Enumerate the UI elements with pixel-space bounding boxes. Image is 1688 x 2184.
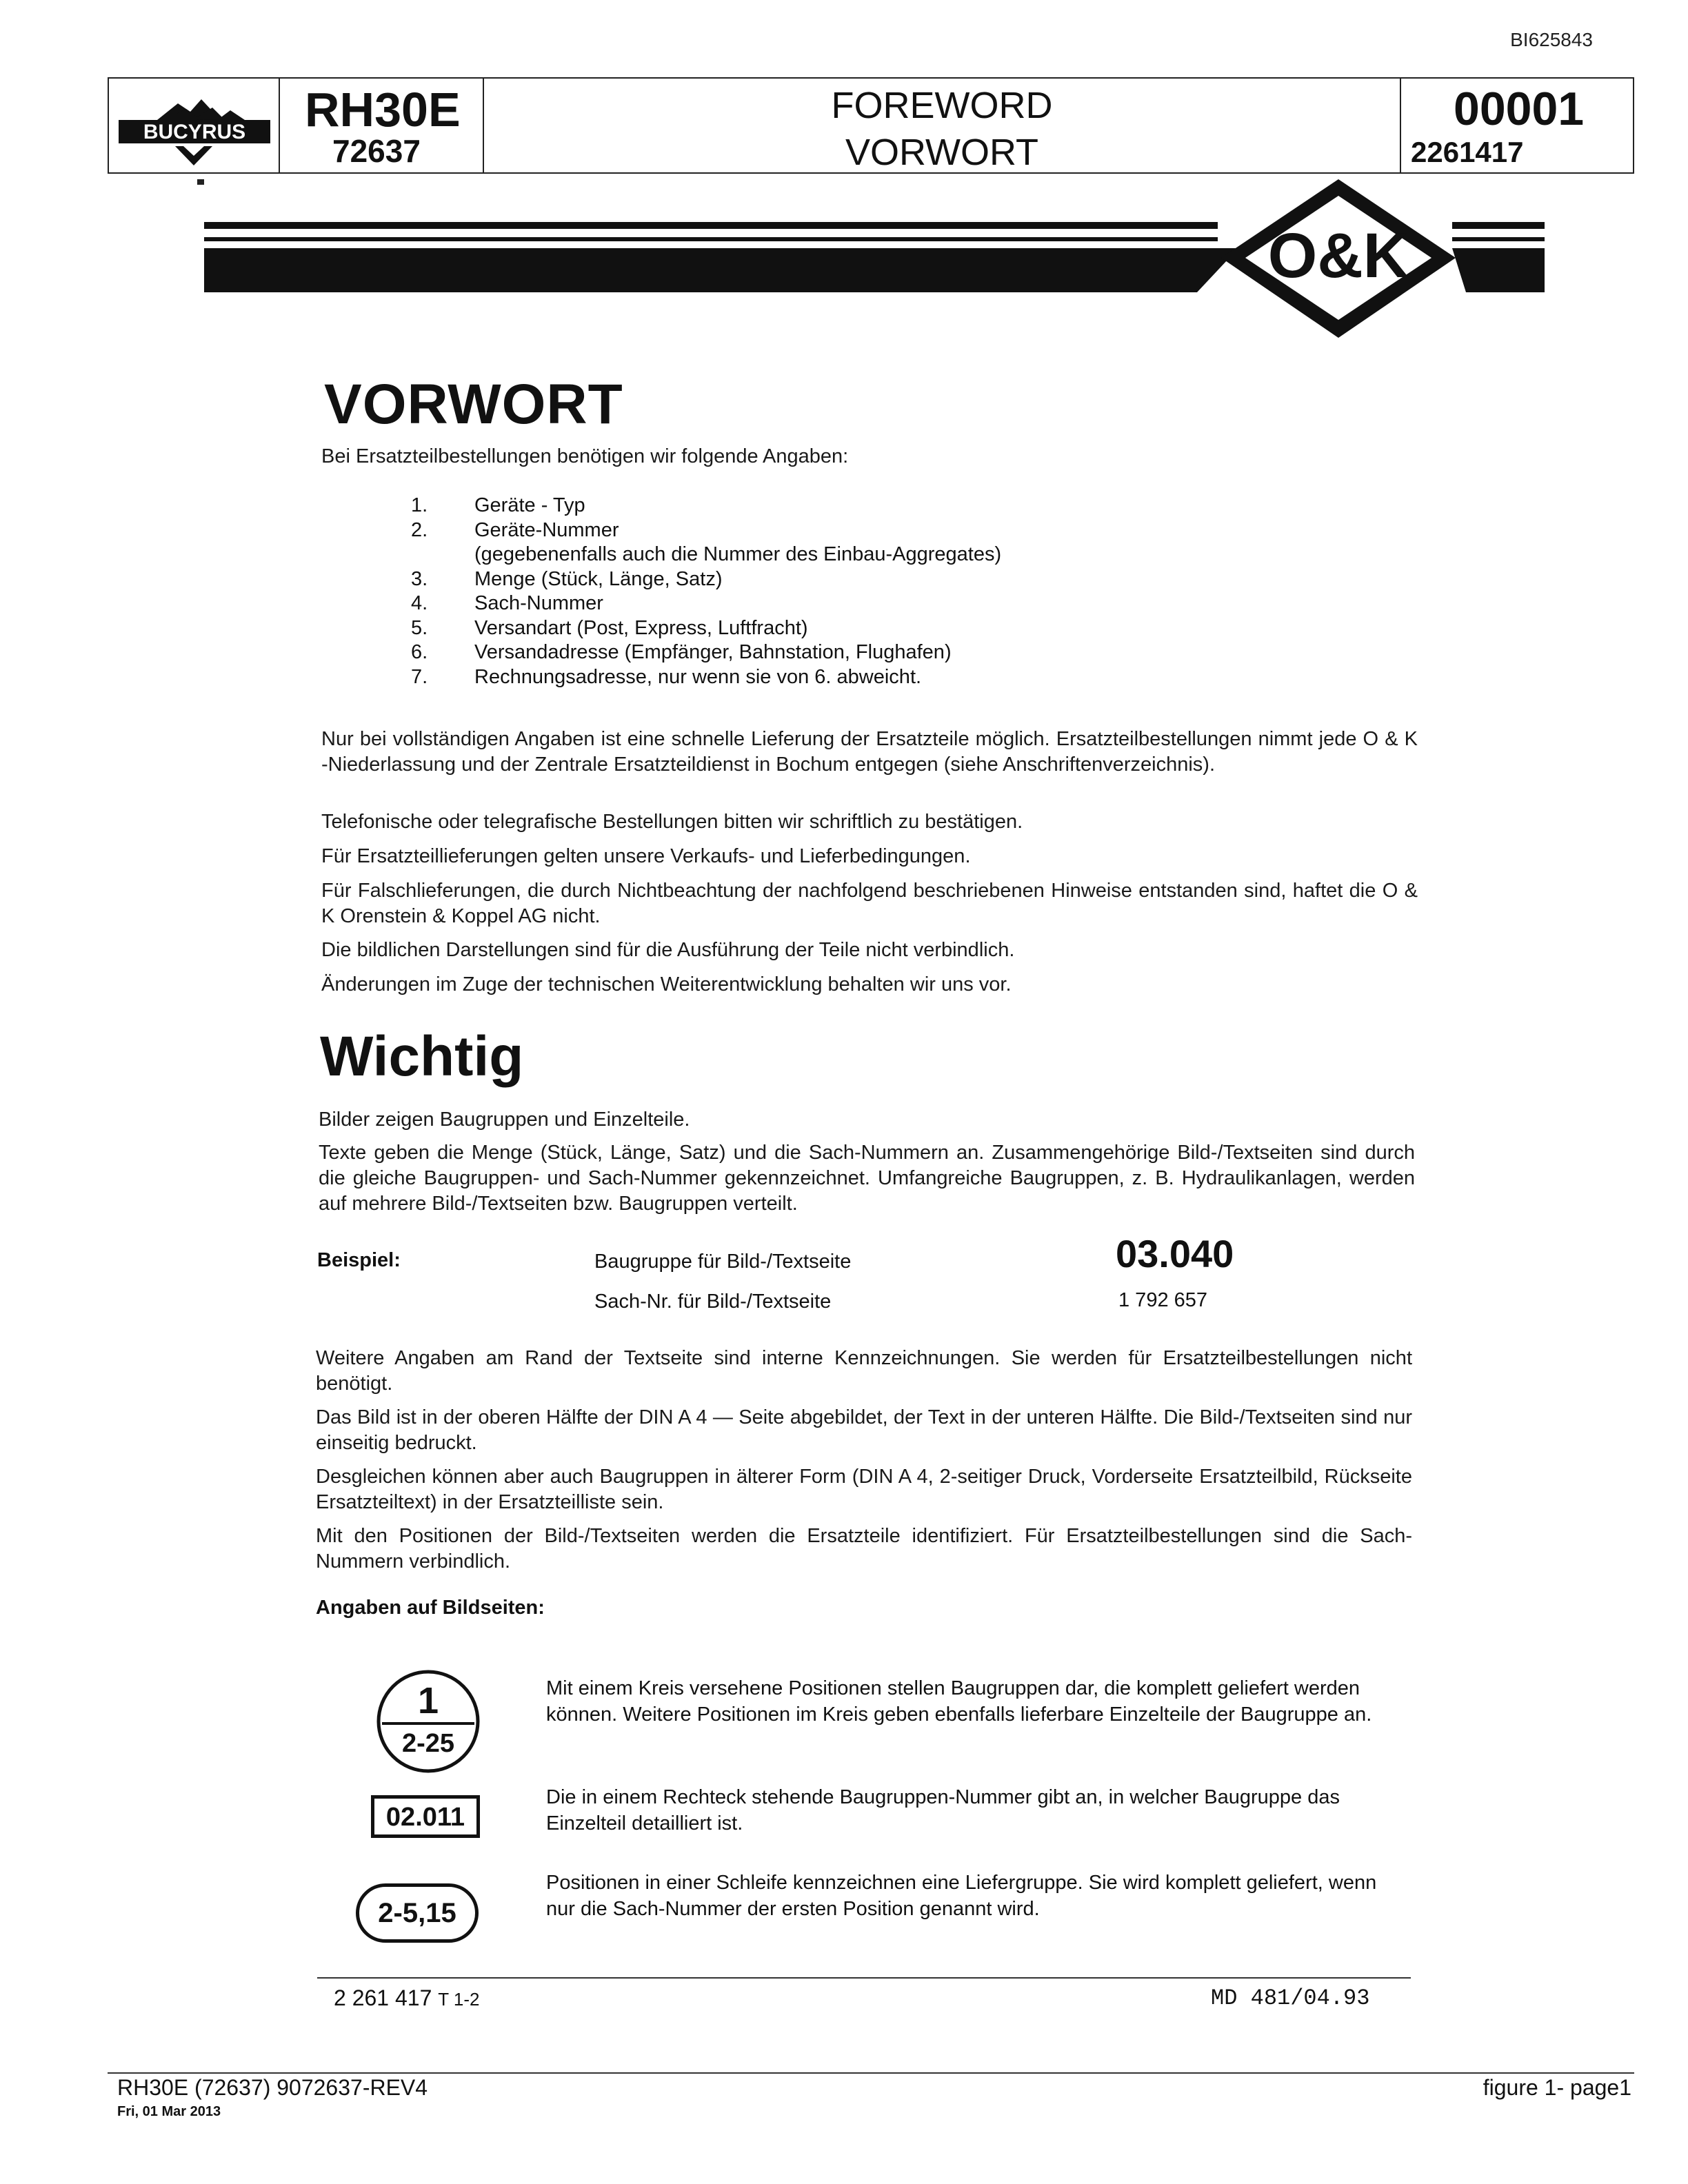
title-german: VORWORT bbox=[845, 132, 1039, 173]
header-table bbox=[108, 77, 1634, 174]
rectangle-symbol-description: Die in einem Rechteck stehende Baugruppen-Nummer gibt an, in welcher Baugruppe das Einzelteil detailliert ist. bbox=[546, 1786, 1340, 1834]
list-item: 5. Versandart (Post, Express, Luftfracht) bbox=[411, 616, 808, 639]
paragraph-illustrations: Die bildlichen Darstellungen sind für die Ausführung der Teile nicht verbindlich. bbox=[321, 939, 1015, 961]
paragraph-liability: Für Falschlieferungen, die durch Nichtbeachtung der nachfolgend beschriebenen Hinweise entstanden sind, haftet die O & K Orenstein & Koppel AG nicht. bbox=[321, 880, 1418, 927]
code-cell bbox=[1401, 79, 1633, 172]
model-name: RH30E bbox=[305, 83, 461, 136]
list-item: 4. Sach-Nummer bbox=[411, 592, 603, 614]
wichtig-text-1: Bilder zeigen Baugruppen und Einzelteile. bbox=[319, 1109, 690, 1131]
wichtig-text-4: Das Bild ist in der oberen Hälfte der DIN A 4 — Seite abgebildet, der Text in der unteren Hälfte. Die Bild-/Textseiten sind nur einseitig bedruckt. bbox=[316, 1406, 1412, 1454]
doc-number: 2261417 bbox=[1411, 136, 1524, 168]
footer-rule bbox=[108, 2072, 1634, 2074]
list-item: (gegebenenfalls auch die Nummer des Einbau-Aggregates) bbox=[474, 543, 1002, 565]
wichtig-text-2: Texte geben die Menge (Stück, Länge, Satz) und die Sach-Nummern an. Zusammengehörige Bild-/Textseiten sind durch die gleiche Baugruppen- und Sach-Nummer gekennzeichnet. Umfangreiche Baugruppen, z. B. Hydraulikanlagen, werden auf mehrere Bild-/Textseiten bzw. Baugruppen verteilt. bbox=[319, 1142, 1415, 1215]
paragraph-delivery: Nur bei vollständigen Angaben ist eine schnelle Lieferung der Ersatzteile möglich. Ersatzteilbestellungen nimmt jede O & K -Niederlassung und der Zentrale Ersatzteildienst in Bochum entgegen (siehe Anschriftenverzeichnis). bbox=[321, 728, 1418, 776]
circle-symbol-bottom: 2-25 bbox=[401, 1729, 455, 1758]
wichtig-text-3: Weitere Angaben am Rand der Textseite sind interne Kennzeichnungen. Sie werden für Ersatzteilbestellungen nicht benötigt. bbox=[316, 1347, 1412, 1395]
loop-symbol-description: Positionen in einer Schleife kennzeichnen eine Liefergruppe. Sie wird komplett geliefert, wenn nur die Sach-Nummer der ersten Position genannt wird. bbox=[546, 1872, 1377, 1920]
example-row1-label: Baugruppe für Bild-/Textseite bbox=[594, 1251, 852, 1273]
bucyrus-logo bbox=[109, 79, 277, 172]
paragraph-terms: Für Ersatzteillieferungen gelten unsere Verkaufs- und Lieferbedingungen. bbox=[321, 845, 971, 867]
bucyrus-logo-text: BUCYRUS bbox=[143, 121, 246, 143]
footer-left: RH30E (72637) 9072637-REV4 bbox=[117, 2075, 428, 2100]
rectangle-symbol-label: 02.011 bbox=[385, 1803, 465, 1832]
example-row2-label: Sach-Nr. für Bild-/Textseite bbox=[594, 1291, 832, 1313]
ok-banner bbox=[204, 174, 1549, 346]
example-row1-value: 03.040 bbox=[1116, 1232, 1234, 1275]
list-item: 3. Menge (Stück, Länge, Satz) bbox=[411, 567, 723, 590]
footer-right: figure 1- page1 bbox=[1483, 2075, 1631, 2100]
paragraph-phone-orders: Telefonische oder telegrafische Bestellungen bitten wir schriftlich zu bestätigen. bbox=[321, 811, 1023, 833]
symbols-heading: Angaben auf Bildseiten: bbox=[316, 1597, 545, 1619]
serial-number: 72637 bbox=[332, 133, 421, 169]
bucyrus-logo-cell bbox=[109, 79, 280, 172]
example-row2-value: 1 792 657 bbox=[1118, 1289, 1208, 1311]
bottom-rule bbox=[317, 1977, 1411, 1979]
title-cell bbox=[484, 79, 1401, 172]
list-item: 7. Rechnungsadresse, nur wenn sie von 6. abweicht. bbox=[411, 665, 922, 688]
paragraph-changes: Änderungen im Zuge der technischen Weiterentwicklung behalten wir uns vor. bbox=[321, 973, 1012, 995]
document-id: BI625843 bbox=[1510, 29, 1593, 50]
intro-text: Bei Ersatzteilbestellungen benötigen wir folgende Angaben: bbox=[321, 445, 849, 467]
heading-vorwort: VORWORT bbox=[324, 373, 623, 436]
list-item: 6. Versandadresse (Empfänger, Bahnstation, Flughafen) bbox=[411, 641, 952, 663]
circle-symbol-description: Mit einem Kreis versehene Positionen stellen Baugruppen dar, die komplett geliefert werden können. Weitere Positionen im Kreis geben ebenfalls lieferbare Einzelteile der Baugruppe an. bbox=[546, 1677, 1372, 1726]
wichtig-text-6: Mit den Positionen der Bild-/Textseiten werden die Ersatzteile identifiziert. Für Ersatzteilbestellungen sind die Sach-Nummern verbindlich. bbox=[316, 1525, 1412, 1573]
list-item: 1. Geräte - Typ bbox=[411, 494, 585, 516]
example-label: Beispiel: bbox=[317, 1249, 401, 1271]
loop-symbol-label: 2-5,15 bbox=[378, 1898, 456, 1928]
circle-symbol bbox=[375, 1668, 481, 1775]
heading-wichtig: Wichtig bbox=[320, 1025, 524, 1088]
circle-symbol-top: 1 bbox=[417, 1680, 439, 1721]
page-code: 00001 bbox=[1454, 83, 1585, 135]
footer-date: Fri, 01 Mar 2013 bbox=[117, 2104, 221, 2119]
loop-symbol bbox=[356, 1883, 479, 1943]
model-cell bbox=[280, 79, 484, 172]
list-item: 2. Geräte-Nummer bbox=[411, 518, 619, 541]
wichtig-text-5: Desgleichen können aber auch Baugruppen in älterer Form (DIN A 4, 2-seitiger Druck, Vorderseite Ersatzteilbild, Rückseite Ersatzteiltext) in der Ersatzteilliste sein. bbox=[316, 1466, 1412, 1513]
required-info-list bbox=[411, 494, 1001, 689]
speck bbox=[197, 179, 204, 185]
title-english: FOREWORD bbox=[831, 85, 1053, 126]
page-foot-number: 2 261 417 T 1-2 bbox=[334, 1985, 480, 2010]
ok-logo-text: O&K bbox=[1267, 221, 1409, 291]
page-foot-code: MD 481/04.93 bbox=[1211, 1985, 1370, 2011]
rectangle-symbol bbox=[371, 1795, 480, 1838]
